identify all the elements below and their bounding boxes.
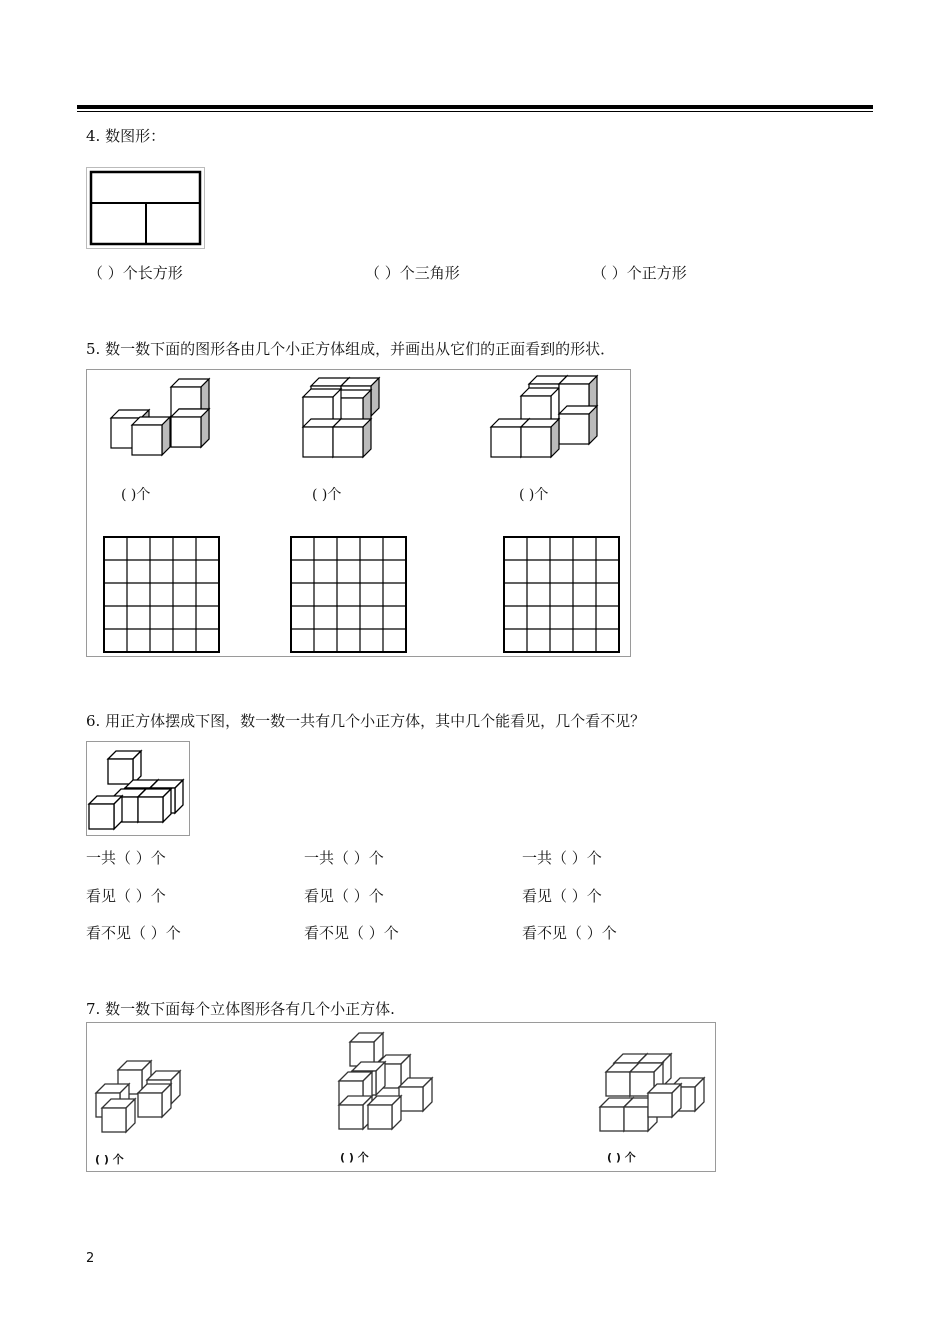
cube-front-face <box>368 1105 392 1129</box>
q6-col2-visible: 看见（ ）个 <box>304 887 384 905</box>
cube-front-face <box>171 417 201 447</box>
q4-title: 4. 数图形： <box>86 127 166 145</box>
q6-col1-visible: 看见（ ）个 <box>86 887 166 905</box>
cube-front-face <box>648 1093 672 1117</box>
q4-blank-rectangles: （ ）个长方形 <box>88 264 183 282</box>
cube-front-face <box>333 427 363 457</box>
q6-col1-total: 一共（ ）个 <box>86 849 166 867</box>
q4-blank-squares: （ ）个正方形 <box>592 264 687 282</box>
q7-count-label-3: ( ) 个 <box>607 1151 636 1164</box>
q6-col3-hidden: 看不见（ ）个 <box>522 924 617 942</box>
cube-front-face <box>138 1093 162 1117</box>
cube-front-face <box>606 1072 630 1096</box>
q5-cube-drawings <box>87 370 630 656</box>
q6-title: 6. 用正方体摆成下图，数一数一共有几个小正方体，其中几个能看见，几个看不见？ <box>86 712 646 730</box>
cube-front-face <box>303 427 333 457</box>
q7-count-label-2: ( ) 个 <box>340 1151 369 1164</box>
cube-front-face <box>624 1107 648 1131</box>
cube-front-face <box>132 425 162 455</box>
q5-figure-panel <box>86 369 631 657</box>
cube-front-face <box>138 797 163 822</box>
q5-count-label-1: ( )个 <box>121 487 151 503</box>
cube-front-face <box>399 1087 423 1111</box>
drawing-grid-border <box>291 537 406 652</box>
q7-title: 7. 数一数下面每个立体图形各有几个小正方体. <box>86 1000 395 1018</box>
cube-front-face <box>559 414 589 444</box>
cube-front-face <box>102 1108 126 1132</box>
q5-count-label-2: ( )个 <box>312 487 342 503</box>
q7-count-label-1: ( ) 个 <box>95 1153 124 1166</box>
page-number: 2 <box>86 1251 95 1266</box>
q6-col1-hidden: 看不见（ ）个 <box>86 924 181 942</box>
q7-figure-panel <box>86 1022 716 1172</box>
q6-col2-hidden: 看不见（ ）个 <box>304 924 399 942</box>
q4-rectangle-figure <box>86 167 205 249</box>
cube-front-face <box>339 1105 363 1129</box>
q6-col3-visible: 看见（ ）个 <box>522 887 602 905</box>
cube-front-face <box>600 1107 624 1131</box>
q5-count-label-3: ( )个 <box>519 487 549 503</box>
cube-front-face <box>108 759 133 784</box>
q6-col2-total: 一共（ ）个 <box>304 849 384 867</box>
cube-front-face <box>89 804 114 829</box>
q5-title: 5. 数一数下面的图形各由几个小正方体组成，并画出从它们的正面看到的形状． <box>86 340 616 358</box>
q6-figure <box>86 741 190 836</box>
header-rule-thin <box>77 111 873 112</box>
q4-blank-triangles: （ ）个三角形 <box>365 264 460 282</box>
cube-front-face <box>491 427 521 457</box>
q6-cube-drawing <box>87 742 189 835</box>
header-rule-thick <box>77 105 873 109</box>
drawing-grid-border <box>504 537 619 652</box>
cube-front-face <box>521 427 551 457</box>
q6-col3-total: 一共（ ）个 <box>522 849 602 867</box>
q4-rectangle-drawing <box>87 168 204 248</box>
drawing-grid-border <box>104 537 219 652</box>
